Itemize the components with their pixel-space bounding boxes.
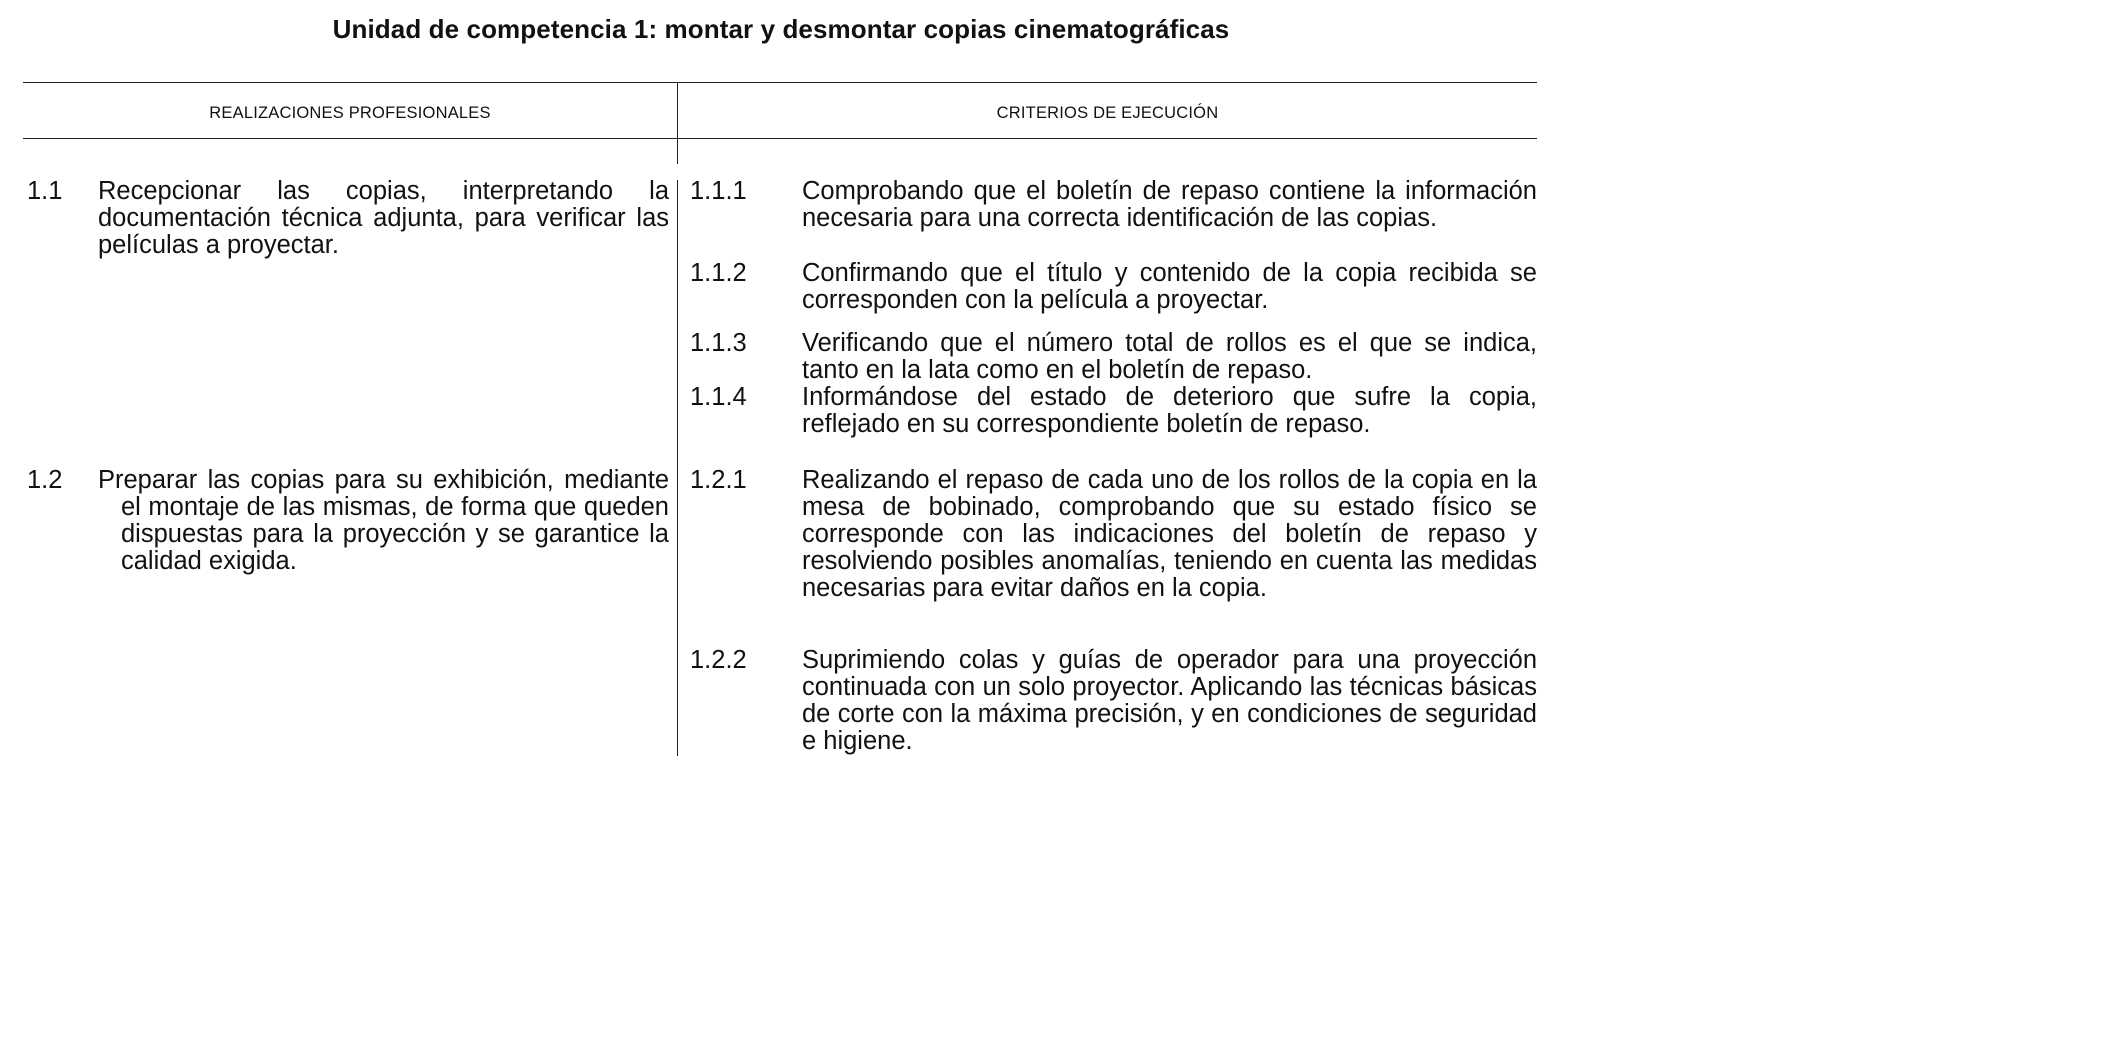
unit-title: Unidad de competencia 1: montar y desmontar copias cinematográficas	[332, 14, 1230, 44]
criterio-text: Verificando que el número total de rollos es el que se indica, tanto en la lata como en el boletín de repaso.	[802, 329, 1537, 384]
criterio-number: 1.1.3	[690, 329, 747, 357]
table-top-rule	[23, 82, 1537, 83]
header-criterios: CRITERIOS DE EJECUCIÓN	[996, 104, 1219, 122]
criterio-text: Comprobando que el boletín de repaso contiene la información necesaria para una correcta identificación de las copias.	[802, 177, 1537, 232]
realizacion-text: Preparar las copias para su exhibición, mediante el montaje de las mismas, de forma que queden dispuestas para la proyección y se garantice la calidad exigida.	[98, 466, 669, 575]
criterio-number: 1.1.2	[690, 259, 747, 287]
realizacion-number: 1.1	[27, 177, 63, 205]
header-realizaciones: REALIZACIONES PROFESIONALES	[209, 104, 491, 122]
realizacion-number: 1.2	[27, 466, 63, 494]
criterio-text: Confirmando que el título y contenido de la copia recibida se corresponden con la película a proyectar.	[802, 259, 1537, 314]
criterio-number: 1.1.4	[690, 383, 747, 411]
header-bottom-rule	[23, 138, 1537, 139]
body-column-divider	[677, 180, 678, 756]
criterio-text: Suprimiendo colas y guías de operador para una proyección continuada con un solo proyector. Aplicando las técnicas básicas de corte con la máxima precisión, y en condiciones de seguridad e higiene.	[802, 646, 1537, 755]
criterio-text: Informándose del estado de deterioro que sufre la copia, reflejado en su correspondiente boletín de repaso.	[802, 383, 1537, 438]
criterio-text: Realizando el repaso de cada uno de los rollos de la copia en la mesa de bobinado, comprobando que su estado físico se corresponde con las indicaciones del boletín de repaso y resolviendo posibles anomalías, teniendo en cuenta las medidas necesarias para evitar daños en la copia.	[802, 466, 1537, 602]
criterio-number: 1.2.2	[690, 646, 747, 674]
criterio-number: 1.1.1	[690, 177, 747, 205]
criterio-number: 1.2.1	[690, 466, 747, 494]
realizacion-text: Recepcionar las copias, interpretando la documentación técnica adjunta, para verificar las películas a proyectar.	[98, 177, 669, 259]
